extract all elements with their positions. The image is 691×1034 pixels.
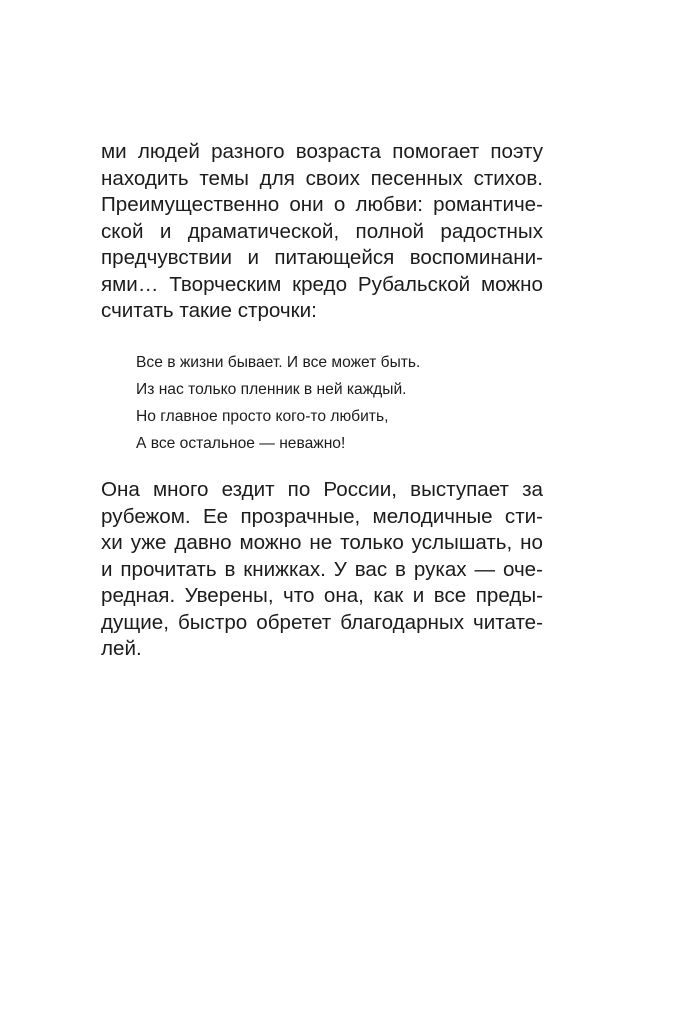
poem-quote bbox=[136, 349, 420, 457]
text-line: Она много ездит по России, выступает за bbox=[101, 478, 543, 501]
paragraph-closing bbox=[101, 477, 543, 663]
text-line: ми людей разного возраста помогает поэту bbox=[101, 140, 543, 163]
text-line: рубежом. Ее прозрачные, мелодичные сти- bbox=[101, 504, 543, 528]
text-line: Преимущественно они о любви: романтиче- bbox=[101, 193, 543, 216]
poem-line: Из нас только пленник в ней каждый. bbox=[136, 381, 407, 398]
poem-line: А все остальное — неважно! bbox=[136, 435, 346, 452]
paragraph-intro bbox=[101, 139, 543, 325]
text-line: ями… Творческим кредо Рубальской можно bbox=[101, 272, 543, 296]
text-line: хи уже давно можно не только услышать, но bbox=[101, 531, 543, 554]
text-line: находить темы для своих песенных стихов. bbox=[101, 166, 543, 190]
text-line: редная. Уверены, что она, как и все преды- bbox=[101, 584, 543, 607]
text-line: и прочитать в книжках. У вас в руках — оче- bbox=[101, 557, 543, 581]
text-line: считать такие строчки: bbox=[101, 299, 317, 322]
text-line: предчувствии и питающейся воспоминани- bbox=[101, 246, 543, 269]
text-line: ской и драматической, полной радостных bbox=[101, 219, 543, 243]
poem-line: Все в жизни бывает. И все может быть. bbox=[136, 354, 421, 371]
text-line: дущие, быстро обретет благодарных читате- bbox=[101, 610, 543, 634]
text-line: лей. bbox=[101, 637, 142, 660]
poem-line: Но главное просто кого-то любить, bbox=[136, 408, 389, 425]
